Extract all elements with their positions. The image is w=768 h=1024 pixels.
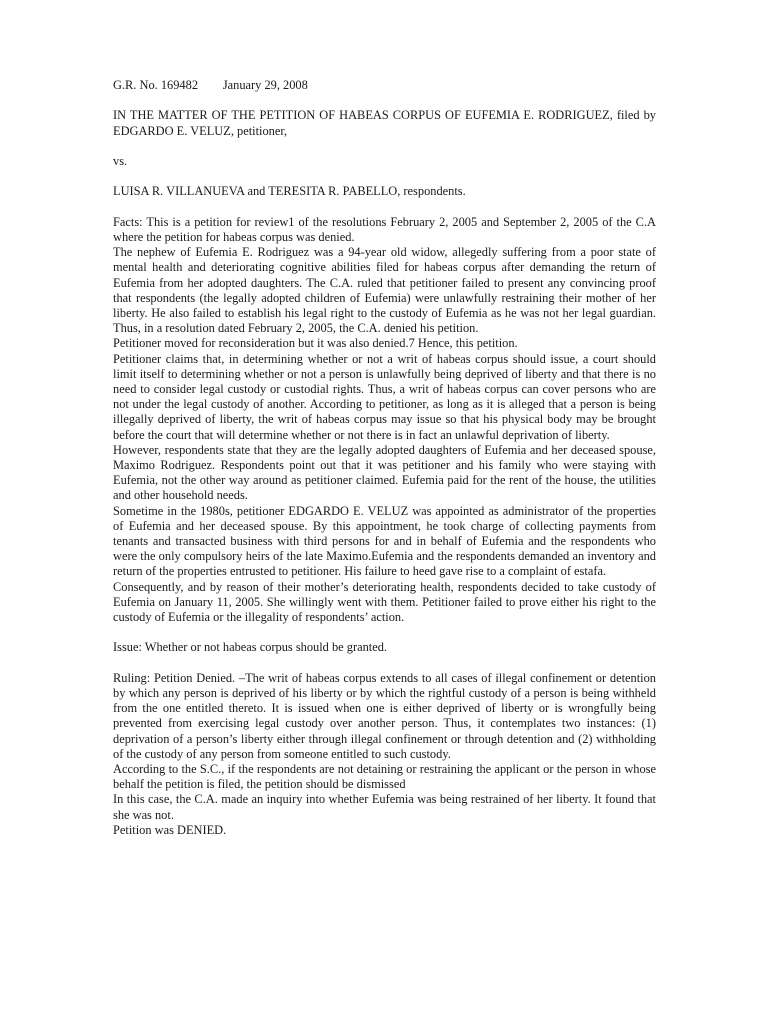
ruling-paragraph: Ruling: Petition Denied. –The writ of habeas corpus extends to all cases of illegal confinement or detention by which any person is deprived of his liberty or by which the rightful custody of a person is being withheld from the one entitled thereto. It is issued when one is either deprived of liberty or is wrongfully being prevented from exercising legal custody over another person. Thus, it contemplates two instances: (1) deprivation of a person’s liberty either through illegal confinement or through detention and (2) withholding of the custody of any person from someone entitled to such custody. [113,670,656,761]
ruling-paragraph: In this case, the C.A. made an inquiry into whether Eufemia was being restrained of her liberty. It found that she was not. [113,792,656,822]
case-title: IN THE MATTER OF THE PETITION OF HABEAS CORPUS OF EUFEMIA E. RODRIGUEZ, filed by EDGARDO E. VELUZ, petitioner, [113,108,656,138]
respondents-line: LUISA R. VILLANUEVA and TERESITA R. PABELLO, respondents. [113,184,466,199]
case-number: G.R. No. 169482 [113,78,199,92]
facts-paragraph: Facts: This is a petition for review1 of the resolutions February 2, 2005 and September 2, 2005 of the C.A where the petition for habeas corpus was denied. [113,214,656,244]
case-date: January 29, 2008 [222,78,308,92]
facts-paragraph: Consequently, and by reason of their mother’s deteriorating health, respondents decided to take custody of Eufemia on January 11, 2005. She willingly went with them. Petitioner failed to prove either his right to the custody of Eufemia or the illegality of respondents’ action. [113,579,656,625]
facts-section [113,215,656,625]
ruling-paragraph: Petition was DENIED. [113,822,227,837]
case-header [113,78,656,93]
facts-paragraph: Sometime in the 1980s, petitioner EDGARDO E. VELUZ was appointed as administrator of the properties of Eufemia and her deceased spouse. By this appointment, he took charge of collecting payments from tenants and transacted business with third persons for and in behalf of Eufemia and the respondents who were the only compulsory heirs of the late Maximo.Eufemia and the respondents demanded an inventory and return of the properties entrusted to petitioner. His failure to heed gave rise to a complaint of estafa. [113,503,656,579]
ruling-paragraph: According to the S.C., if the respondents are not detaining or restraining the applicant or the person in whose behalf the petition is filed, the petition should be dismissed [113,762,656,792]
document-page [113,78,656,838]
facts-paragraph: Petitioner moved for reconsideration but it was also denied.7 Hence, this petition. [113,336,518,351]
facts-paragraph: Petitioner claims that, in determining whether or not a writ of habeas corpus should issue, a court should limit itself to determining whether or not a person is unlawfully being deprived of liberty and that there is no need to consider legal custody or custodial rights. Thus, a writ of habeas corpus can cover persons who are not under the legal custody of another. According to petitioner, as long as it is alleged that a person is being illegally deprived of liberty, the writ of habeas corpus may issue so that his physical body may be brought before the court that will determine whether or not there is in fact an unlawful deprivation of liberty. [113,351,656,442]
facts-paragraph: The nephew of Eufemia E. Rodriguez was a 94-year old widow, allegedly suffering from a poor state of mental health and deteriorating cognitive abilities filed for habeas corpus after demanding the return of Eufemia from her adopted daughters. The C.A. ruled that petitioner failed to present any convincing proof that respondents (the legally adopted children of Eufemia) were unlawfully restraining their mother of her liberty. He also failed to establish his legal right to the custody of Eufemia as he was not her legal guardian. Thus, in a resolution dated February 2, 2005, the C.A. denied his petition. [113,245,656,336]
ruling-section [113,671,656,838]
facts-paragraph: However, respondents state that they are the legally adopted daughters of Eufemia and her deceased spouse, Maximo Rodriguez. Respondents point out that it was petitioner and his family who were staying with Eufemia, not the other way around as petitioner claimed. Eufemia paid for the rent of the house, the utilities and other household needs. [113,442,656,503]
versus-line: vs. [113,153,128,168]
issue-paragraph: Issue: Whether or not habeas corpus should be granted. [113,640,388,655]
